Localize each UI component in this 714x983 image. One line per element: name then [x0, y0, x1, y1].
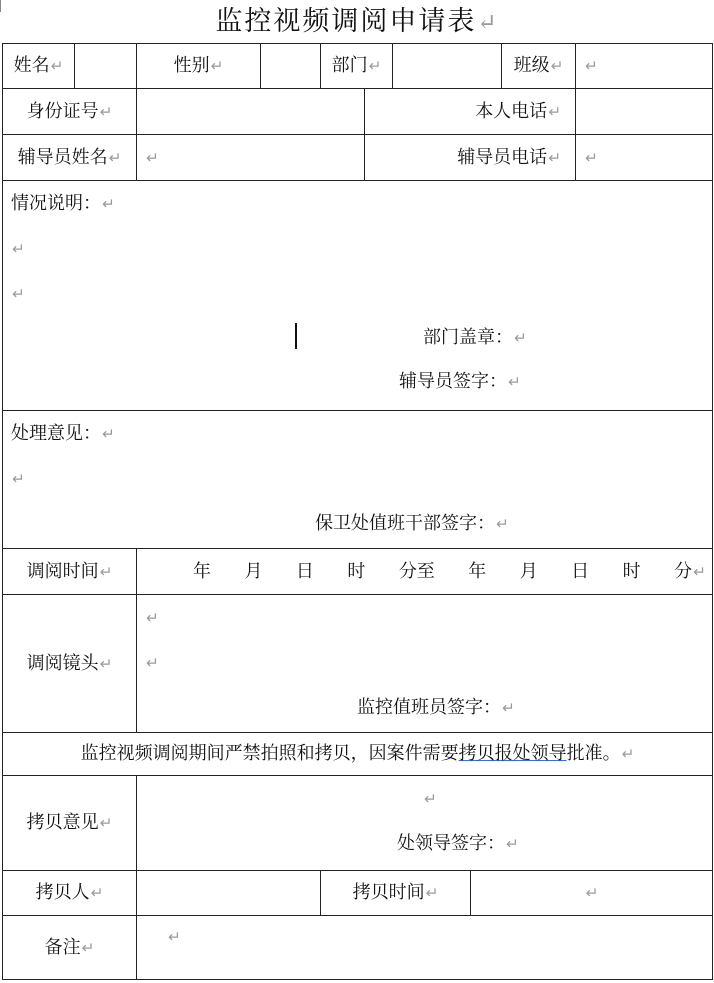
- dept-seal-label: 部门盖章：↵: [423, 327, 527, 348]
- row-copy-info: [3, 871, 713, 916]
- application-form-table: [2, 43, 713, 980]
- row-notice: [3, 733, 713, 776]
- dept-value-cell[interactable]: [393, 44, 502, 89]
- phone-label-cell: 本人电话↵: [365, 89, 576, 135]
- situation-cell[interactable]: [3, 181, 713, 411]
- review-time-value-cell[interactable]: [137, 549, 713, 595]
- camera-empty-line-2: ↵: [146, 654, 159, 672]
- time-unit-minute-to: 分至: [398, 560, 435, 582]
- review-camera-value-cell[interactable]: [137, 595, 713, 733]
- copy-opinion-value-cell[interactable]: [137, 776, 713, 871]
- row-review-time: [3, 549, 713, 595]
- class-label-cell: 班级↵: [502, 44, 576, 89]
- processing-cell[interactable]: [3, 411, 713, 549]
- notice-underlined-text: 拷贝报处领导: [458, 743, 567, 764]
- review-camera-label-cell: 调阅镜头↵: [3, 595, 137, 733]
- processing-empty-line: ↵: [12, 470, 25, 488]
- situation-empty-line-2: ↵: [12, 285, 25, 303]
- counselor-phone-label-cell: 辅导员电话↵: [365, 135, 576, 181]
- counselor-name-value-cell[interactable]: ↵: [137, 135, 365, 181]
- name-label-cell: 姓名↵: [3, 44, 75, 89]
- counselor-name-label-cell: 辅导员姓名↵: [3, 135, 137, 181]
- time-unit-month-end: 月: [519, 560, 538, 582]
- situation-empty-line-1: ↵: [12, 240, 25, 258]
- id-label-cell: 身份证号↵: [3, 89, 137, 135]
- copy-time-label-cell: 拷贝时间↵: [321, 871, 471, 916]
- security-sign-label: 保卫处值班干部签字：↵: [315, 513, 509, 534]
- gender-value-cell[interactable]: [261, 44, 321, 89]
- copy-opinion-empty-line: ↵: [424, 790, 437, 808]
- counselor-phone-value-cell[interactable]: ↵: [576, 135, 713, 181]
- remarks-empty-line: ↵: [168, 928, 181, 946]
- row-basic-info: [3, 44, 713, 89]
- row-review-camera: [3, 595, 713, 733]
- remarks-value-cell[interactable]: [137, 916, 713, 980]
- processing-label: 处理意见：↵: [11, 423, 115, 444]
- time-unit-hour-start: 时: [347, 560, 366, 582]
- text-cursor: [295, 323, 297, 349]
- time-unit-day-end: 日: [571, 560, 590, 582]
- gender-label-cell: 性别↵: [137, 44, 261, 89]
- class-value-cell[interactable]: ↵: [576, 44, 713, 89]
- copier-value-cell[interactable]: [137, 871, 321, 916]
- time-unit-month-start: 月: [244, 560, 263, 582]
- row-processing: [3, 411, 713, 549]
- time-unit-year-end: 年: [468, 560, 487, 582]
- remarks-label-cell: 备注↵: [3, 916, 137, 980]
- time-unit-minute-end: 分↵: [674, 560, 706, 582]
- review-time-label-cell: 调阅时间↵: [3, 549, 137, 595]
- copy-opinion-label-cell: 拷贝意见↵: [3, 776, 137, 871]
- copier-label-cell: 拷贝人↵: [3, 871, 137, 916]
- dept-label-cell: 部门↵: [321, 44, 393, 89]
- row-counselor: [3, 135, 713, 181]
- row-id-phone: [3, 89, 713, 135]
- time-unit-year-start: 年: [193, 560, 211, 582]
- copy-time-value-cell[interactable]: ↵: [471, 871, 713, 916]
- situation-label: 情况说明：↵: [11, 193, 115, 214]
- camera-empty-line-1: ↵: [146, 609, 159, 627]
- name-value-cell[interactable]: [75, 44, 137, 89]
- row-situation: [3, 181, 713, 411]
- time-unit-hour-end: 时: [622, 560, 641, 582]
- time-unit-day-start: 日: [295, 560, 314, 582]
- monitor-sign-label: 监控值班员签字：↵: [357, 697, 515, 718]
- counselor-sign-label: 辅导员签字：↵: [399, 371, 521, 392]
- id-value-cell[interactable]: [137, 89, 365, 135]
- review-time-units: [137, 561, 712, 583]
- page-title: 监控视频调阅申请表↵: [215, 6, 499, 37]
- leader-sign-label: 处领导签字：↵: [397, 833, 519, 854]
- phone-value-cell[interactable]: [576, 89, 713, 135]
- row-copy-opinion: [3, 776, 713, 871]
- notice-cell: 监控视频调阅期间严禁拍照和拷贝，因案件需要拷贝报处领导批准。↵: [3, 733, 713, 776]
- row-remarks: [3, 916, 713, 980]
